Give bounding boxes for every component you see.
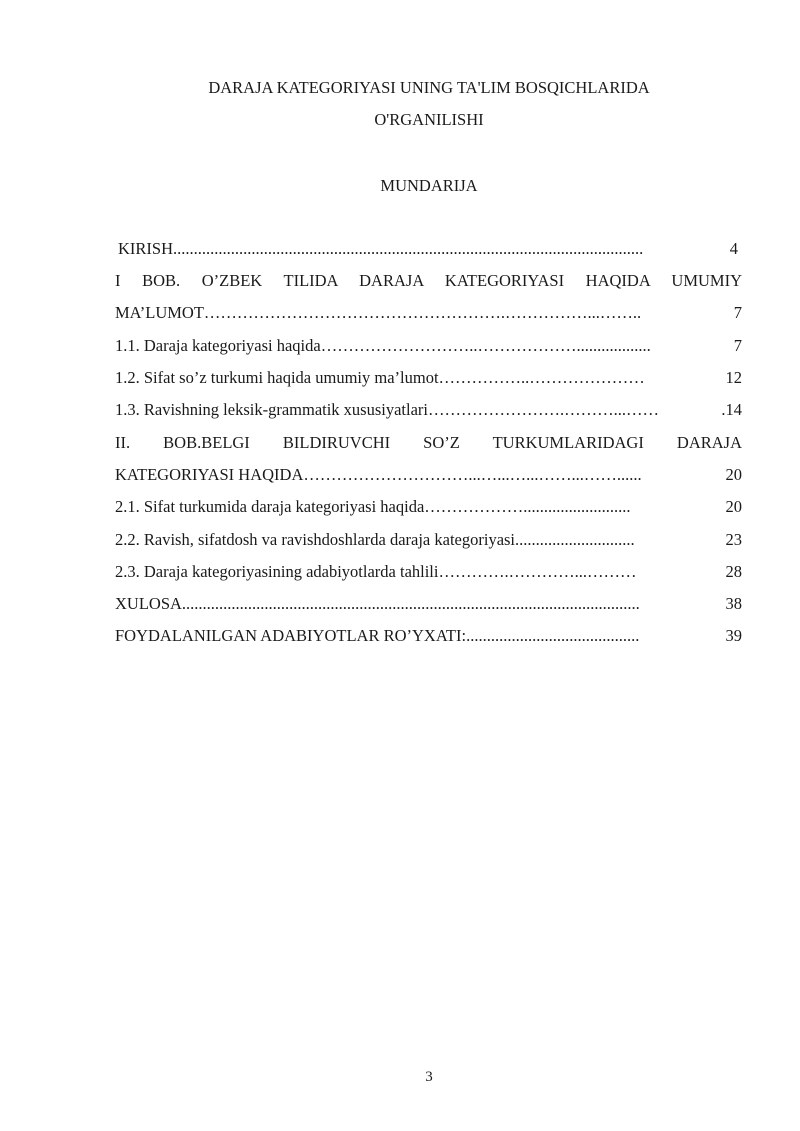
toc-entry-leader: .................................................................................................................. [173,239,644,258]
toc-entry-page: 4 [729,239,738,258]
document-title-line-1: DARAJA KATEGORIYASI UNING TA'LIM BOSQICHLARIDA [208,78,650,97]
toc-entry-text: FOYDALANILGAN ADABIYOTLAR RO’YXATI: [115,626,467,645]
toc-entry-leader: .......................................... [466,626,640,645]
toc-entry-2-2[interactable] [115,530,742,550]
toc-entry-text: 1.2. Sifat so’z turkumi haqida umumiy ma’lumot [115,368,439,387]
toc-entry-leader: ……………………………………………….……………...…….. [203,303,642,322]
toc-entry-leader: …………………………...…...…...……...……...... [303,465,642,484]
toc-entry-leader: ............................................................................................................... [181,594,640,613]
toc-entry-adabiyotlar[interactable] [115,626,742,646]
toc-entry-text: MA’LUMOT [115,303,204,322]
toc-entry-page: 12 [725,368,742,387]
toc-entry-bob1-line2[interactable] [115,303,742,323]
toc-entry-page: 39 [725,626,742,645]
toc-entry-bob1-line1[interactable]: I BOB. O’ZBEK TILIDA DARAJA KATEGORIYASI HAQIDA UMUMIY [115,271,742,290]
toc-entry-text: KIRISH [118,239,174,258]
toc-entry-text: XULOSA [115,594,182,613]
toc-entry-text: 1.3. Ravishning leksik-grammatik xususiyatlari [115,400,429,419]
toc-entry-page: 7 [733,303,742,322]
toc-entry-bob2-line2[interactable] [115,465,742,485]
toc-entry-1-1[interactable] [115,336,742,356]
toc-entry-leader: ……………..………………… [438,368,645,387]
page-number: 3 [425,1069,433,1085]
toc-entry-leader: ............................. [515,530,635,549]
toc-entry-2-3[interactable] [115,562,742,582]
toc-entry-bob2-line1[interactable]: II. BOB.BELGI BILDIRUVCHI SO’Z TURKUMLARIDAGI DARAJA [115,433,742,452]
toc-entry-page: .14 [721,400,742,419]
toc-entry-text: 2.1. Sifat turkumida daraja kategoriyasi haqida [115,497,425,516]
toc-entry-page: 20 [725,497,742,516]
toc-entry-1-2[interactable] [115,368,742,388]
toc-entry-xulosa[interactable] [115,594,742,614]
toc-entry-text: 2.3. Daraja kategoriyasining adabiyotlarda tahlili [115,562,439,581]
document-title-line-2: O'RGANILISHI [374,110,484,129]
toc-entry-page: 20 [725,465,742,484]
toc-entry-leader: …………………….………...…… [428,400,660,419]
toc-entry-2-1[interactable] [115,497,742,517]
toc-entry-page: 38 [725,594,742,613]
toc-entry-text: KATEGORIYASI HAQIDA [115,465,304,484]
toc-entry-text: 1.1. Daraja kategoriyasi haqida [115,336,321,355]
toc-entry-leader: ……………….......................... [424,497,631,516]
toc-entry-1-3[interactable] [115,400,742,420]
toc-entry-leader: ………….…………...……… [438,562,637,581]
toc-entry-kirish[interactable] [118,239,738,259]
toc-entry-page: 23 [725,530,742,549]
toc-entry-page: 28 [725,562,742,581]
toc-entry-leader: ………………………..……………….................. [320,336,651,355]
toc-entry-text: 2.2. Ravish, sifatdosh va ravishdoshlarda daraja kategoriyasi [115,530,516,549]
toc-entry-page: 7 [733,336,742,355]
toc-heading: MUNDARIJA [380,176,478,195]
